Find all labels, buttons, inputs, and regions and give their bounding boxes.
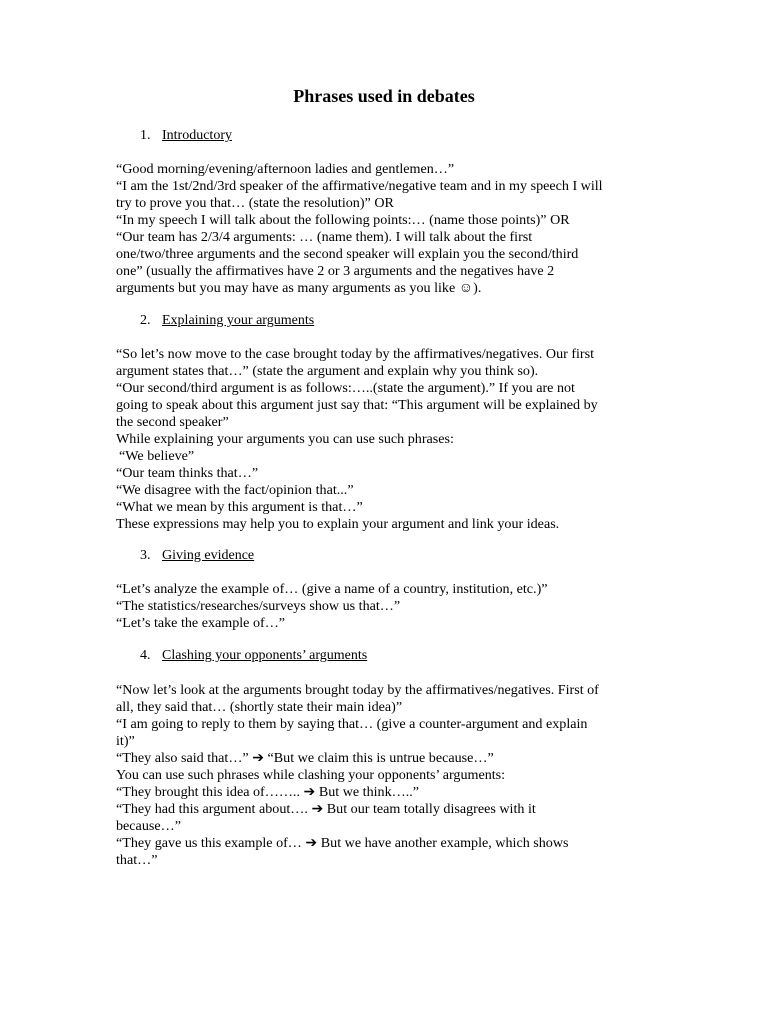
- text-line: going to speak about this argument just say that: “This argument will be explained by: [116, 397, 598, 413]
- text-line: You can use such phrases while clashing your opponents’ arguments:: [116, 767, 506, 783]
- page-title: Phrases used in debates: [293, 86, 475, 106]
- section-heading-clashing: [140, 648, 367, 664]
- text-line: all, they said that… (shortly state their main idea)”: [116, 699, 403, 715]
- section-title: Explaining your arguments: [162, 313, 315, 328]
- text-line: “Our team thinks that…”: [116, 465, 259, 481]
- text-line: “Our team has 2/3/4 arguments: … (name them). I will talk about the first: [116, 229, 533, 245]
- text-line: “Let’s analyze the example of… (give a name of a country, institution, etc.)”: [116, 581, 548, 597]
- text-line: the second speaker”: [116, 414, 229, 430]
- text-line: “Let’s take the example of…”: [116, 615, 286, 631]
- text-line: “They also said that…” ➔ “But we claim this is untrue because…”: [116, 750, 494, 766]
- text-line: “The statistics/researches/surveys show us that…”: [116, 598, 401, 614]
- section-number: 3.: [140, 548, 151, 563]
- text-line: “They had this argument about…. ➔ But our team totally disagrees with it: [116, 801, 536, 817]
- text-line: argument states that…” (state the argument and explain why you think so).: [116, 363, 539, 379]
- text-line: arguments but you may have as many arguments as you like ☺).: [116, 280, 482, 296]
- section-title: Giving evidence: [162, 548, 255, 563]
- text-line: These expressions may help you to explain your argument and link your ideas.: [116, 516, 560, 532]
- section-heading-explaining: [140, 313, 314, 329]
- text-line: because…”: [116, 818, 181, 834]
- text-line: one” (usually the affirmatives have 2 or 3 arguments and the negatives have 2: [116, 263, 555, 279]
- text-line: “Good morning/evening/afternoon ladies and gentlemen…”: [116, 161, 455, 177]
- text-line: “They gave us this example of… ➔ But we have another example, which shows: [116, 835, 569, 851]
- text-line: While explaining your arguments you can use such phrases:: [116, 431, 454, 447]
- text-line: “They brought this idea of…….. ➔ But we think…..”: [116, 784, 420, 800]
- section-heading-introductory: [140, 128, 232, 144]
- text-line: “What we mean by this argument is that…”: [116, 499, 363, 515]
- text-line: “We believe”: [119, 448, 195, 464]
- text-line: try to prove you that… (state the resolution)” OR: [116, 195, 394, 211]
- section-heading-evidence: [140, 548, 254, 564]
- section-number: 4.: [140, 648, 151, 663]
- text-line: that…”: [116, 852, 158, 868]
- text-line: it)”: [116, 733, 135, 749]
- text-line: “We disagree with the fact/opinion that...”: [116, 482, 354, 498]
- section-title: Introductory: [162, 128, 232, 143]
- text-line: “In my speech I will talk about the following points:… (name those points)” OR: [116, 212, 570, 228]
- text-line: “Now let’s look at the arguments brought today by the affirmatives/negatives. First of: [116, 682, 599, 698]
- section-number: 1.: [140, 128, 151, 143]
- section-number: 2.: [140, 313, 151, 328]
- text-line: “So let’s now move to the case brought today by the affirmatives/negatives. Our first: [116, 346, 595, 362]
- text-line: “I am going to reply to them by saying that… (give a counter-argument and explain: [116, 716, 588, 732]
- text-line: one/two/three arguments and the second speaker will explain you the second/third: [116, 246, 579, 262]
- text-line: “I am the 1st/2nd/3rd speaker of the affirmative/negative team and in my speech I will: [116, 178, 603, 194]
- section-title: Clashing your opponents’ arguments: [162, 648, 368, 663]
- text-line: “Our second/third argument is as follows:…..(state the argument).” If you are not: [116, 380, 575, 396]
